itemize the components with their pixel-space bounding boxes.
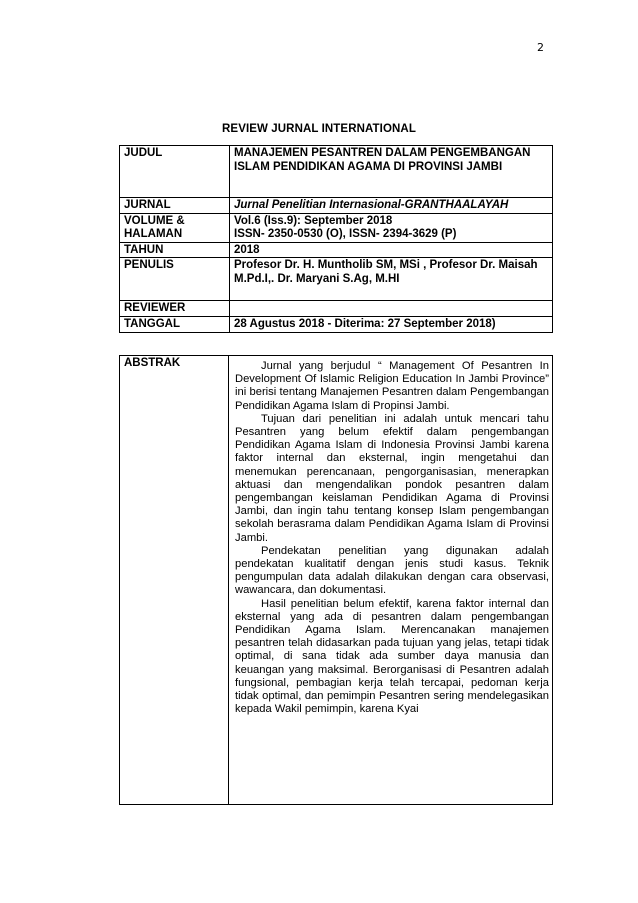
abstract-paragraph: Tujuan dari penelitian ini adalah untuk mencari tahu Pesantren yang belum efektif dalam pengembangan Pendidikan Agama Islam di Indonesia Provinsi Jambi karena faktor internal dan eksternal, ingin mengetahui dan menemukan perencanaan, pengorganisasian, menerapkan aktuasi dan mengendalikan pondok pesantren dalam pengembangan keislaman Pendidikan Agama di Provinsi Jambi, dan ingin tahu tentang konsep Islam pengembangan sekolah berasrama dalam Pendidikan Agama Islam di Provinsi Jambi. (235, 412, 549, 544)
jurnal-value: Jurnal Penelitian Internasional-GRANTHAALAYAH (230, 198, 553, 214)
reviewer-value (230, 301, 553, 317)
tahun-label: TAHUN (120, 242, 230, 258)
volume-label-line-1: VOLUME & (124, 214, 185, 227)
document-title: REVIEW JURNAL INTERNATIONAL (222, 123, 416, 135)
tanggal-label: TANGGAL (120, 316, 230, 332)
table-row (120, 198, 553, 214)
volume-value-line-2: ISSN- 2350-0530 (O), ISSN- 2394-3629 (P) (234, 228, 457, 241)
table-row (120, 301, 553, 317)
volume-label-line-2: HALAMAN (124, 228, 183, 241)
volume-value (230, 213, 553, 242)
judul-value: MANAJEMEN PESANTREN DALAM PENGEMBANGAN ISLAM PENDIDIKAN AGAMA DI PROVINSI JAMBI (230, 146, 553, 198)
abstract-content (229, 356, 553, 805)
table-row (120, 258, 553, 301)
page-number: 2 (537, 41, 544, 54)
judul-label: JUDUL (120, 146, 230, 198)
penulis-value: Profesor Dr. H. Muntholib SM, MSi , Profesor Dr. Maisah M.Pd.I,. Dr. Maryani S.Ag, M.HI (230, 258, 553, 301)
abstrak-label: ABSTRAK (120, 356, 229, 805)
reviewer-label: REVIEWER (120, 301, 230, 317)
volume-value-line-1: Vol.6 (Iss.9): September 2018 (234, 214, 393, 227)
table-row (120, 242, 553, 258)
table-row (120, 146, 553, 198)
abstract-paragraph: Pendekatan penelitian yang digunakan adalah pendekatan kualitatif dengan jenis studi kasus. Teknik pengumpulan data adalah dilakukan dengan cara observasi, wawancara, dan dokumentasi. (235, 544, 549, 597)
jurnal-label: JURNAL (120, 198, 230, 214)
abstract-paragraph: Hasil penelitian belum efektif, karena faktor internal dan eksternal yang ada di pesantren dalam pengembangan Pendidikan Agama Islam. Merencanakan manajemen pesantren telah didasarkan pada tujuan yang jelas, tetapi tidak optimal, di sana tidak ada sumber daya manusia dan keuangan yang maksimal. Berorganisasi di Pesantren adalah fungsional, pembagian kerja telah tercapai, pedoman kerja tidak optimal, dan pemimpin Pesantren sering mendelegasikan kepada Wakil pemimpin, karena Kyai (235, 597, 549, 716)
review-metadata-table (119, 145, 553, 333)
tahun-value: 2018 (230, 242, 553, 258)
abstract-table (119, 355, 553, 805)
tanggal-value: 28 Agustus 2018 - Diterima: 27 September 2018) (230, 316, 553, 332)
penulis-label: PENULIS (120, 258, 230, 301)
volume-label (120, 213, 230, 242)
abstract-paragraph: Jurnal yang berjudul “ Management Of Pesantren In Development Of Islamic Religion Education In Jambi Province” ini berisi tentang Manajemen Pesantren dalam Pengembangan Pendidikan Agama Islam di Propinsi Jambi. (235, 360, 549, 412)
table-row (120, 356, 553, 805)
table-row (120, 316, 553, 332)
table-row (120, 213, 553, 242)
